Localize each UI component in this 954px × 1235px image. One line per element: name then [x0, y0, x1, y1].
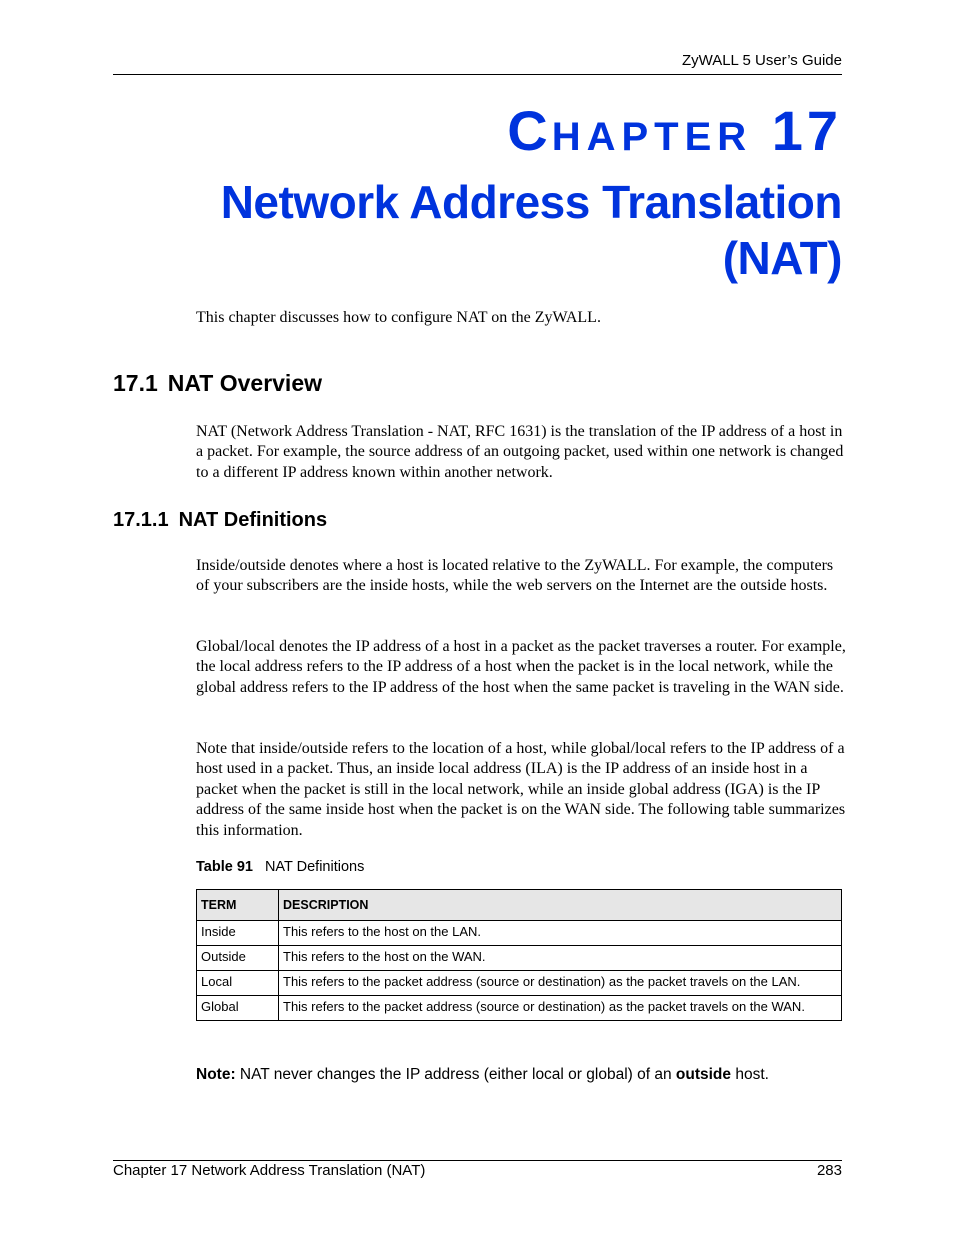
section-number: 17.1	[113, 370, 158, 396]
section-heading-overview	[113, 370, 322, 397]
chapter-number: 17	[771, 99, 842, 162]
table-header-row	[197, 890, 842, 921]
table-row	[197, 946, 842, 971]
section-title: NAT Overview	[167, 370, 323, 396]
term-cell: Global	[197, 996, 279, 1021]
description-cell: This refers to the packet address (source or destination) as the packet travels on the WAN.	[279, 996, 842, 1021]
chapter-label	[221, 100, 842, 168]
column-header-term: TERM	[197, 890, 279, 921]
table-row	[197, 996, 842, 1021]
page-number: 283	[816, 1162, 842, 1179]
description-cell: This refers to the host on the WAN.	[279, 946, 842, 971]
note	[196, 1066, 769, 1084]
table-caption-label: Table 91	[196, 859, 253, 875]
term-cell: Outside	[197, 946, 279, 971]
nat-definitions-table	[196, 889, 842, 1021]
definitions-paragraph-3: Note that inside/outside refers to the location of a host, while global/local refers to the IP address of a host used in a packet. Thus, an inside local address (ILA) is the IP address of an inside host in a packet when the packet is still in the local network, while an inside global address (IGA) is the IP address of the same inside host when the packet is on the WAN side. The following table summarizes this information.	[196, 740, 846, 839]
chapter-title-line1: Network Address Translation	[220, 176, 842, 228]
note-text-after: host.	[731, 1066, 769, 1083]
page-footer	[113, 1160, 842, 1179]
chapter-title	[221, 174, 842, 286]
column-header-description: DESCRIPTION	[279, 890, 842, 921]
overview-paragraph: NAT (Network Address Translation - NAT, RFC 1631) is the translation of the IP address of a host in a packet. For example, the source address of an outgoing packet, used within one network is changed to a different IP address known within another network.	[196, 423, 844, 481]
section-heading-definitions	[113, 509, 327, 532]
guide-title: ZyWALL 5 User’s Guide	[681, 52, 842, 69]
table-row	[197, 971, 842, 996]
table-row	[197, 921, 842, 946]
table-caption	[196, 859, 364, 875]
description-cell: This refers to the host on the LAN.	[279, 921, 842, 946]
description-cell: This refers to the packet address (source or destination) as the packet travels on the LAN.	[279, 971, 842, 996]
chapter-label-initial: C	[507, 99, 552, 162]
section-title: NAT Definitions	[178, 509, 328, 531]
term-cell: Inside	[197, 921, 279, 946]
chapter-title-line2: (NAT)	[722, 232, 842, 284]
term-cell: Local	[197, 971, 279, 996]
note-text-before: NAT never changes the IP address (either local or global) of an	[235, 1066, 676, 1083]
definitions-paragraph-2: Global/local denotes the IP address of a host in a packet as the packet traverses a router. For example, the local address refers to the IP address of a host when the packet is in the local network, while the global address refers to the IP address of the host when the same packet is traveling in the WAN side.	[196, 638, 846, 696]
intro-paragraph: This chapter discusses how to configure NAT on the ZyWALL.	[196, 309, 601, 326]
section-number: 17.1.1	[113, 509, 169, 531]
footer-chapter-title: Chapter 17 Network Address Translation (NAT)	[113, 1162, 426, 1179]
chapter-heading	[221, 100, 842, 286]
page-header	[113, 50, 842, 75]
table-caption-title: NAT Definitions	[264, 859, 365, 875]
note-label: Note:	[196, 1066, 236, 1083]
definitions-paragraph-1: Inside/outside denotes where a host is located relative to the ZyWALL. For example, the computers of your subscribers are the inside hosts, while the web servers on the Internet are the outside hosts.	[196, 557, 834, 595]
note-emphasis: outside	[675, 1066, 732, 1083]
chapter-label-rest: HAPTER	[551, 115, 753, 159]
